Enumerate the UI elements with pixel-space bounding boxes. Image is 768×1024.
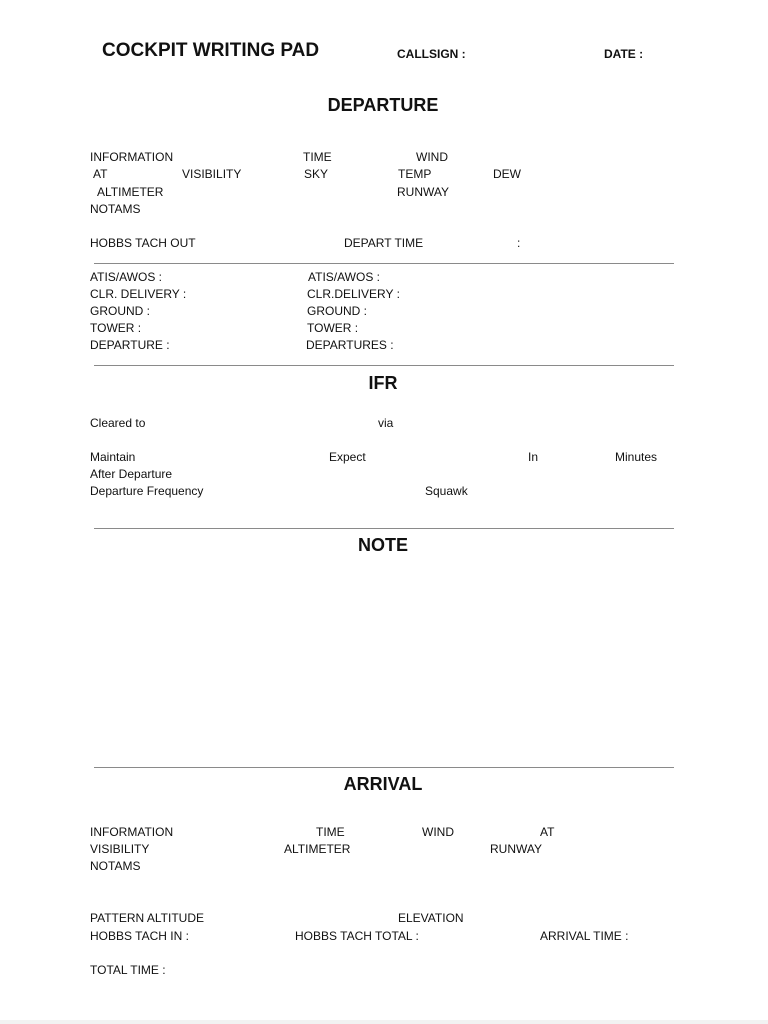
departure-visibility-label: VISIBILITY xyxy=(182,167,242,181)
page-bottom-edge xyxy=(0,1020,768,1024)
clearance-delivery-label-2: CLR.DELIVERY : xyxy=(307,287,400,301)
via-label: via xyxy=(378,416,394,430)
arrival-time-label: ARRIVAL TIME : xyxy=(540,929,629,943)
departure-notams-label: NOTAMS xyxy=(90,202,141,216)
departure-runway-label: RUNWAY xyxy=(397,185,449,199)
section-divider xyxy=(94,365,674,366)
hobbs-tach-in-label: HOBBS TACH IN : xyxy=(90,929,189,943)
ifr-departure-frequency-label: Departure Frequency xyxy=(90,484,204,498)
ground-label-2: GROUND : xyxy=(307,304,367,318)
departure-information-label: INFORMATION xyxy=(90,150,174,164)
hobbs-tach-out-label: HOBBS TACH OUT xyxy=(90,236,196,250)
arrival-wind-label: WIND xyxy=(422,825,454,839)
elevation-label: ELEVATION xyxy=(398,911,464,925)
tower-label-2: TOWER : xyxy=(307,321,359,335)
squawk-label: Squawk xyxy=(425,484,468,498)
clearance-delivery-label: CLR. DELIVERY : xyxy=(90,287,187,301)
arrival-altimeter-label: ALTIMETER xyxy=(284,842,351,856)
departure-frequency-label: DEPARTURE : xyxy=(90,338,170,352)
departure-dew-label: DEW xyxy=(493,167,521,181)
arrival-visibility-label: VISIBILITY xyxy=(90,842,150,856)
departures-label: DEPARTURES : xyxy=(306,338,394,352)
arrival-notams-label: NOTAMS xyxy=(90,859,141,873)
departure-temp-label: TEMP xyxy=(398,167,432,181)
section-divider xyxy=(94,528,674,529)
atis-awos-label: ATIS/AWOS : xyxy=(90,270,163,284)
minutes-label: Minutes xyxy=(615,450,658,464)
departure-at-label: AT xyxy=(93,167,108,181)
after-departure-label: After Departure xyxy=(90,467,173,481)
maintain-label: Maintain xyxy=(90,450,136,464)
in-label: In xyxy=(528,450,539,464)
departure-altimeter-label: ALTIMETER xyxy=(97,185,164,199)
total-time-label: TOTAL TIME : xyxy=(90,963,166,977)
callsign-label: CALLSIGN : xyxy=(397,47,466,61)
departure-sky-label: SKY xyxy=(304,167,329,181)
arrival-time-field-label: TIME xyxy=(316,825,345,839)
tower-label: TOWER : xyxy=(90,321,142,335)
depart-time-colon: : xyxy=(517,236,521,250)
depart-time-label: DEPART TIME xyxy=(344,236,424,250)
arrival-heading: ARRIVAL xyxy=(343,774,423,794)
arrival-at-label: AT xyxy=(540,825,555,839)
atis-awos-label-2: ATIS/AWOS : xyxy=(308,270,381,284)
ground-label: GROUND : xyxy=(90,304,150,318)
arrival-information-label: INFORMATION xyxy=(90,825,174,839)
arrival-runway-label: RUNWAY xyxy=(490,842,542,856)
expect-label: Expect xyxy=(329,450,366,464)
note-heading: NOTE xyxy=(357,535,409,555)
cleared-to-label: Cleared to xyxy=(90,416,146,430)
pattern-altitude-label: PATTERN ALTITUDE xyxy=(90,911,205,925)
departure-wind-label: WIND xyxy=(416,150,448,164)
departure-time-label: TIME xyxy=(303,150,332,164)
departure-heading: DEPARTURE xyxy=(327,95,439,115)
page-title: COCKPIT WRITING PAD xyxy=(102,40,320,61)
section-divider xyxy=(94,767,674,768)
section-divider xyxy=(94,263,674,264)
ifr-heading: IFR xyxy=(368,373,398,393)
hobbs-tach-total-label: HOBBS TACH TOTAL : xyxy=(295,929,419,943)
date-label: DATE : xyxy=(604,47,644,61)
